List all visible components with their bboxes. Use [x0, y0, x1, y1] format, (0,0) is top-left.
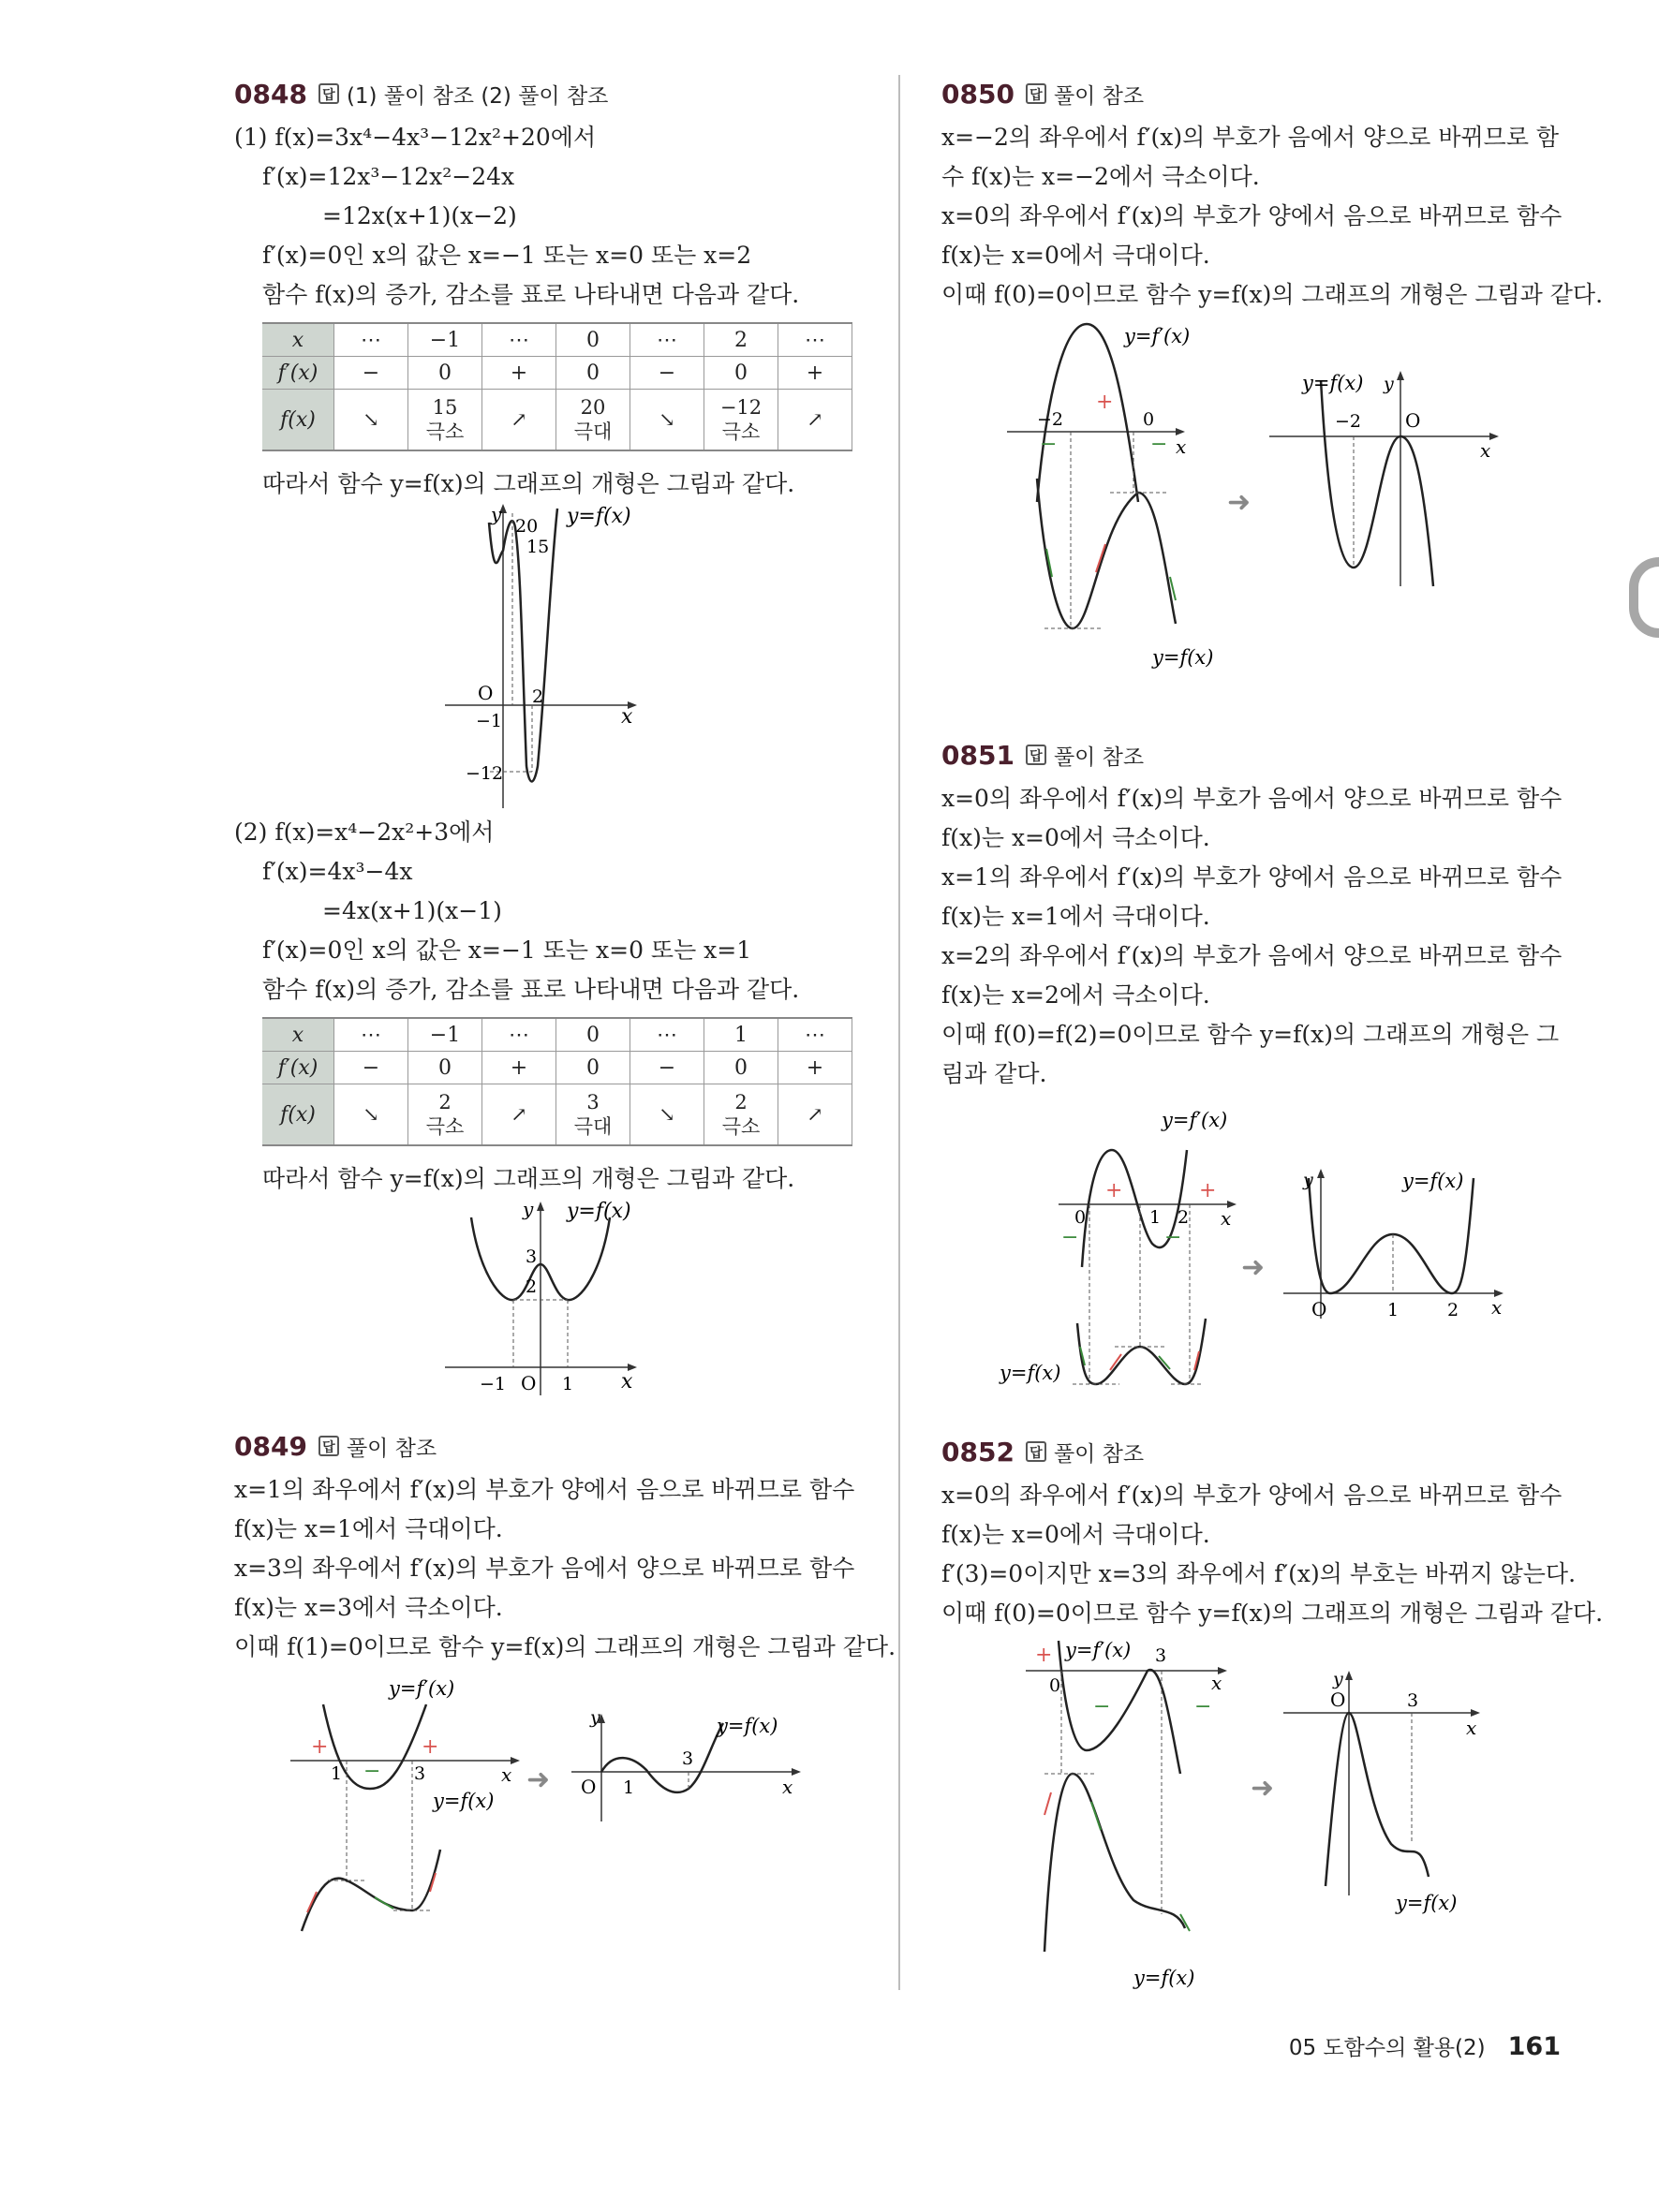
answer-text: 풀이 참조 [1053, 1441, 1145, 1467]
text-line: x=3의 좌우에서 f′(x)의 부호가 음에서 양으로 바뀌므로 함수 [234, 1555, 855, 1582]
text-line: x=2의 좌우에서 f′(x)의 부호가 음에서 양으로 바뀌므로 함수 [941, 942, 1563, 969]
fprime-label: y=f′(x) [1124, 325, 1191, 347]
table-cell: 0 [704, 1052, 778, 1084]
text-line: 이때 f(0)=0이므로 함수 y=f(x)의 그래프의 개형은 그림과 같다. [941, 1600, 1604, 1627]
text-line: f′(x)=4x³−4x [262, 858, 413, 885]
axis-label-y: y [1303, 1170, 1313, 1190]
axis-label-y: y [1384, 374, 1394, 394]
table-cell: ↗ [778, 1084, 852, 1146]
text-line: 함수 f(x)의 증가, 감소를 표로 나타내면 다음과 같다. [262, 281, 800, 308]
text-line: 이때 f(0)=0이므로 함수 y=f(x)의 그래프의 개형은 그림과 같다. [941, 281, 1604, 308]
text-line: f(x)는 x=0에서 극대이다. [941, 1521, 1210, 1548]
graph-0850 [941, 315, 1564, 671]
answer-icon: 답 [318, 1436, 339, 1456]
axis-label-x: x [501, 1763, 512, 1786]
page-footer [1289, 2030, 1561, 2061]
value-label: 1 [1387, 1300, 1400, 1320]
function-label: y=f(x) [717, 1715, 778, 1737]
function-label: y=f(x) [567, 1200, 631, 1223]
axis-label-x: x [1221, 1207, 1232, 1230]
axis-label-x: x [1211, 1672, 1222, 1694]
value-label: 3 [682, 1748, 694, 1769]
table-head: x [262, 323, 334, 357]
table-cell: −12 극소 [704, 390, 778, 451]
axis-label-y: y [590, 1707, 600, 1728]
answer-text: 풀이 참조 [1053, 745, 1145, 770]
graph-0852 [941, 1633, 1564, 1989]
table-cell: 0 [556, 1018, 630, 1052]
table-cell: 3 극대 [556, 1084, 630, 1146]
table-cell: ⋯ [482, 323, 556, 357]
axis-label-x: x [621, 705, 633, 729]
table-cell: 2 극소 [408, 1084, 482, 1146]
table-cell: 20 극대 [556, 390, 630, 451]
arrow-icon: ➜ [1251, 1772, 1275, 1805]
plus-sign: + [1096, 391, 1114, 414]
value-label: 2 [1178, 1207, 1190, 1228]
table-cell: ↘ [334, 390, 408, 451]
text-line: 수 f(x)는 x=−2에서 극소이다. [941, 163, 1260, 190]
problem-number: 0850 [941, 78, 1015, 110]
function-label: y=f(x) [433, 1790, 495, 1812]
fprime-label: y=f′(x) [389, 1677, 455, 1700]
origin-label: O [581, 1776, 597, 1798]
problem-0852-header [941, 1431, 1564, 1472]
problem-0848-header [234, 73, 852, 114]
graph-0849 [234, 1667, 852, 1939]
value-label: 20 [515, 516, 539, 537]
text-line: (2) f(x)=x⁴−2x²+3에서 [234, 818, 495, 846]
text-line: f(x)는 x=1에서 극대이다. [941, 903, 1210, 930]
function-label: y=f(x) [1402, 1170, 1464, 1192]
value-label: 3 [414, 1763, 426, 1784]
problem-number: 0849 [234, 1430, 307, 1462]
column-divider [898, 75, 900, 1990]
table-cell: 0 [704, 357, 778, 390]
axis-label-x: x [1491, 1296, 1503, 1319]
table-cell: − [334, 1052, 408, 1084]
arrow-icon: ➜ [1241, 1251, 1266, 1284]
answer-icon: 답 [1026, 745, 1046, 765]
problem-0851-header [941, 734, 1564, 775]
value-label: 2 [526, 1276, 538, 1297]
table-cell: −1 [408, 1018, 482, 1052]
minus-sign: − [1194, 1695, 1212, 1718]
axis-label-y: y [523, 1199, 534, 1220]
problem-number: 0851 [941, 739, 1015, 771]
table-cell: ↘ [630, 1084, 704, 1146]
table-cell: ⋯ [630, 1018, 704, 1052]
table-head: f′(x) [262, 357, 334, 390]
table-cell: 0 [556, 357, 630, 390]
text-line: x=0의 좌우에서 f′(x)의 부호가 양에서 음으로 바뀌므로 함수 [941, 202, 1563, 229]
table-cell: ⋯ [334, 323, 408, 357]
value-label: −1 [476, 711, 503, 731]
fprime-label: y=f′(x) [1065, 1639, 1132, 1661]
plus-sign: + [422, 1735, 439, 1759]
text-line: 따라서 함수 y=f(x)의 그래프의 개형은 그림과 같다. [262, 1165, 795, 1192]
table-cell: ↗ [482, 1084, 556, 1146]
function-label: y=f(x) [1133, 1967, 1195, 1989]
table-cell: 0 [408, 357, 482, 390]
value-label: 0 [1074, 1207, 1087, 1228]
value-label: 3 [1155, 1645, 1167, 1666]
answer-icon: 답 [1026, 1441, 1046, 1462]
table-cell: ⋯ [334, 1018, 408, 1052]
table-cell: + [778, 1052, 852, 1084]
problem-number: 0852 [941, 1436, 1015, 1467]
table-head: f(x) [262, 390, 334, 451]
function-label: y=f(x) [1302, 372, 1364, 394]
minus-sign: − [1150, 433, 1168, 456]
text-line: x=0의 좌우에서 f′(x)의 부호가 양에서 음으로 바뀌므로 함수 [941, 1482, 1563, 1509]
value-label: 0 [1049, 1675, 1061, 1696]
text-line: 함수 f(x)의 증가, 감소를 표로 나타내면 다음과 같다. [262, 976, 800, 1003]
origin-label: O [1311, 1298, 1327, 1320]
table-cell: − [334, 357, 408, 390]
value-label: 1 [562, 1374, 574, 1394]
arrow-icon: ➜ [526, 1763, 551, 1796]
origin-label: O [1330, 1688, 1346, 1711]
text-line: 이때 f(1)=0이므로 함수 y=f(x)의 그래프의 개형은 그림과 같다. [234, 1633, 896, 1660]
problem-0850-header [941, 73, 1564, 114]
page-number: 161 [1507, 2032, 1561, 2061]
minus-sign: − [1164, 1226, 1182, 1249]
axis-label-x: x [1480, 439, 1491, 462]
table-cell: ↘ [334, 1084, 408, 1146]
function-label: y=f(x) [567, 505, 631, 528]
value-label: 1 [623, 1777, 635, 1798]
axis-label-y: y [1333, 1669, 1343, 1689]
text-line: f′(3)=0이지만 x=3의 좌우에서 f′(x)의 부호는 바뀌지 않는다. [941, 1560, 1577, 1587]
answer-icon: 답 [1026, 83, 1046, 104]
answer-icon: 답 [318, 83, 339, 104]
value-label: 2 [1447, 1300, 1459, 1320]
table-head: f′(x) [262, 1052, 334, 1084]
table-cell: ⋯ [778, 323, 852, 357]
value-label: 2 [532, 686, 544, 707]
text-line: f(x)는 x=2에서 극소이다. [941, 981, 1210, 1009]
axis-label-x: x [1466, 1717, 1477, 1739]
function-label: y=f(x) [1000, 1362, 1061, 1384]
table-cell: ↗ [778, 390, 852, 451]
text-line: x=0의 좌우에서 f′(x)의 부호가 음에서 양으로 바뀌므로 함수 [941, 785, 1563, 812]
text-line: x=1의 좌우에서 f′(x)의 부호가 양에서 음으로 바뀌므로 함수 [234, 1476, 855, 1503]
text-line: f(x)는 x=3에서 극소이다. [234, 1594, 503, 1621]
table-cell: ⋯ [630, 323, 704, 357]
answer-text: 풀이 참조 [346, 1436, 437, 1461]
value-label: 1 [1149, 1207, 1162, 1228]
function-label: y=f(x) [1396, 1892, 1458, 1914]
value-label: −2 [1037, 409, 1064, 430]
text-line: x=−2의 좌우에서 f′(x)의 부호가 음에서 양으로 바뀌므로 함 [941, 124, 1560, 151]
minus-sign: − [1040, 433, 1058, 456]
table-head: f(x) [262, 1084, 334, 1146]
table-cell: + [482, 1052, 556, 1084]
table-cell: − [630, 357, 704, 390]
table-cell: −1 [408, 323, 482, 357]
value-label: 15 [526, 537, 550, 557]
increase-decrease-table-1 [262, 322, 852, 451]
table-cell: 2 극소 [704, 1084, 778, 1146]
text-line: 이때 f(0)=f(2)=0이므로 함수 y=f(x)의 그래프의 개형은 그 [941, 1021, 1560, 1048]
table-cell: 2 [704, 323, 778, 357]
table-cell: + [482, 357, 556, 390]
table-cell: − [630, 1052, 704, 1084]
increase-decrease-table-2 [262, 1017, 852, 1146]
right-column [941, 73, 1604, 1989]
table-cell: 0 [408, 1052, 482, 1084]
table-cell: 15 극소 [408, 390, 482, 451]
table-cell: ↗ [482, 390, 556, 451]
table-cell: ⋯ [778, 1018, 852, 1052]
origin-label: O [521, 1372, 537, 1394]
answer-text: (1) 풀이 참조 (2) 풀이 참조 [346, 83, 609, 109]
table-cell: ⋯ [482, 1018, 556, 1052]
value-label: 3 [526, 1246, 538, 1267]
graph-0851 [941, 1094, 1564, 1403]
text-line: f′(x)=0인 x의 값은 x=−1 또는 x=0 또는 x=1 [262, 936, 752, 964]
table-cell: ↘ [630, 390, 704, 451]
text-line: =12x(x+1)(x−2) [322, 202, 517, 229]
problem-0849-header [234, 1425, 852, 1467]
chapter-label: 05 도함수의 활용(2) [1288, 2036, 1486, 2060]
axis-label-x: x [1176, 435, 1187, 458]
plus-sign: + [1105, 1179, 1123, 1202]
answer-text: 풀이 참조 [1053, 83, 1145, 109]
value-label: 0 [1143, 409, 1155, 430]
text-line: x=1의 좌우에서 f′(x)의 부호가 양에서 음으로 바뀌므로 함수 [941, 863, 1563, 891]
table-cell: 0 [556, 1052, 630, 1084]
fprime-label: y=f′(x) [1162, 1109, 1228, 1131]
table-cell: + [778, 357, 852, 390]
minus-sign: − [1061, 1226, 1079, 1249]
text-line: f(x)는 x=0에서 극대이다. [941, 242, 1210, 269]
table-head: x [262, 1018, 334, 1052]
value-label: −1 [480, 1374, 507, 1394]
value-label: 1 [331, 1763, 343, 1784]
text-line: =4x(x+1)(x−1) [322, 897, 502, 924]
text-line: (1) f(x)=3x⁴−4x³−12x²+20에서 [234, 124, 597, 151]
minus-sign: − [363, 1760, 381, 1783]
text-line: 따라서 함수 y=f(x)의 그래프의 개형은 그림과 같다. [262, 470, 795, 497]
value-label: 3 [1407, 1690, 1419, 1711]
table-cell: 0 [556, 323, 630, 357]
plus-sign: + [311, 1735, 329, 1759]
function-label: y=f(x) [1152, 646, 1214, 669]
text-line: 림과 같다. [941, 1060, 1047, 1087]
value-label: −2 [1335, 411, 1362, 432]
minus-sign: − [1093, 1695, 1111, 1718]
text-line: f(x)는 x=0에서 극소이다. [941, 824, 1210, 851]
plus-sign: + [1199, 1179, 1217, 1202]
value-label: −12 [466, 763, 504, 784]
text-line: f′(x)=0인 x의 값은 x=−1 또는 x=0 또는 x=2 [262, 242, 752, 269]
text-line: f′(x)=12x³−12x²−24x [262, 163, 515, 190]
graph-0848-2 [234, 1199, 852, 1405]
arrow-icon: ➜ [1227, 486, 1252, 519]
problem-number: 0848 [234, 78, 307, 110]
graph-0848-1 [234, 504, 852, 813]
table-cell: 1 [704, 1018, 778, 1052]
plus-sign: + [1035, 1644, 1053, 1667]
origin-label: O [1405, 409, 1421, 432]
axis-label-y: y [491, 504, 502, 525]
text-line: f(x)는 x=1에서 극대이다. [234, 1515, 503, 1542]
origin-label: O [478, 682, 494, 704]
left-column [234, 73, 896, 1939]
axis-label-x: x [782, 1776, 793, 1798]
chapter-tab [1629, 557, 1659, 638]
axis-label-x: x [621, 1370, 633, 1394]
